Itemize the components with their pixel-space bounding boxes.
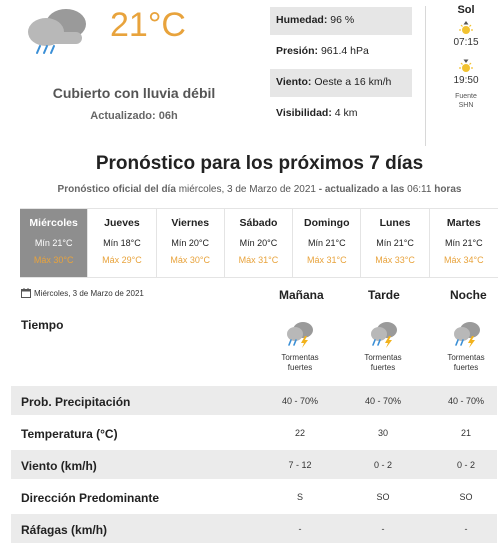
weather-line: Tormentas — [364, 353, 402, 362]
day-min: Mín 20°C — [171, 238, 210, 248]
sun-title: Sol — [457, 4, 475, 16]
weather-line: fuertes — [453, 363, 479, 372]
weather-desc-morning — [265, 353, 335, 373]
direction-night: SO — [459, 492, 473, 502]
tab-sabado[interactable] — [225, 209, 293, 277]
cloud-rain-icon — [24, 4, 90, 56]
metric-label: Presión: — [276, 45, 319, 57]
metric-wind — [270, 69, 412, 97]
day-max: Máx 33°C — [375, 255, 415, 265]
subtitle-suffix: horas — [434, 184, 462, 195]
wind-night: 0 - 2 — [456, 460, 475, 470]
tab-lunes[interactable] — [361, 209, 429, 277]
tab-viernes[interactable] — [157, 209, 225, 277]
metric-label: Viento: — [276, 76, 312, 88]
tab-jueves[interactable] — [88, 209, 156, 277]
metric-value: 96 % — [330, 14, 355, 26]
day-name: Jueves — [104, 217, 140, 229]
metric-pressure — [270, 38, 412, 66]
subtitle-date: miércoles, 3 de Marzo de 2021 — [178, 184, 316, 195]
source-value: SHN — [458, 102, 474, 109]
gusts-morning: - — [298, 524, 302, 534]
day-min: Mín 21°C — [307, 238, 346, 248]
thunderstorm-rain-icon — [452, 320, 482, 348]
detail-date — [21, 288, 144, 298]
current-temperature: 21°C — [110, 6, 186, 44]
sun-panel — [434, 4, 498, 110]
row-label-gusts: Ráfagas (km/h) — [21, 523, 108, 537]
tiempo-label: Tiempo — [21, 318, 64, 332]
tab-martes[interactable] — [430, 209, 498, 277]
sunrise-icon — [458, 20, 474, 36]
day-max: Máx 31°C — [238, 255, 279, 265]
gusts-night: - — [464, 524, 468, 534]
metric-label: Visibilidad: — [276, 107, 332, 119]
sunset-time: 19:50 — [453, 75, 479, 86]
direction-morning: S — [296, 492, 303, 502]
weather-desc-night — [431, 353, 499, 373]
tab-miercoles[interactable] — [20, 209, 88, 277]
sunrise-time: 07:15 — [453, 37, 479, 48]
gusts-afternoon: - — [381, 524, 385, 534]
wind-morning: 7 - 12 — [288, 460, 312, 470]
subtitle-time: 06:11 — [407, 184, 432, 195]
day-min: Mín 21°C — [445, 238, 483, 248]
tab-domingo[interactable] — [293, 209, 361, 277]
temp-night: 21 — [460, 428, 471, 438]
thunderstorm-rain-icon — [369, 320, 399, 348]
direction-afternoon: SO — [376, 492, 390, 502]
row-label-wind: Viento (km/h) — [21, 459, 97, 473]
day-name: Domingo — [304, 217, 350, 229]
metric-label: Humedad: — [276, 14, 328, 26]
precip-morning: 40 - 70% — [281, 396, 319, 406]
period-night: Noche — [450, 288, 487, 302]
metric-value: Oeste a 16 km/h — [314, 76, 392, 88]
day-min: Mín 21°C — [34, 238, 73, 248]
period-morning: Mañana — [279, 288, 324, 302]
forecast-subtitle — [0, 184, 499, 195]
metric-visibility — [270, 100, 412, 128]
thunderstorm-rain-icon — [285, 320, 315, 348]
row-label-direction: Dirección Predominante — [21, 491, 160, 505]
day-max: Máx 31°C — [306, 255, 347, 265]
day-name: Sábado — [239, 217, 278, 229]
metric-humidity — [270, 7, 412, 35]
precip-afternoon: 40 - 70% — [364, 396, 402, 406]
metric-value: 961.4 hPa — [320, 45, 369, 57]
day-max: Máx 30°C — [33, 255, 74, 265]
subtitle-prefix: Pronóstico oficial del día — [57, 184, 176, 195]
calendar-icon — [21, 288, 31, 298]
temp-afternoon: 30 — [377, 428, 388, 438]
row-label-precip: Prob. Precipitación — [21, 395, 131, 409]
temp-morning: 22 — [294, 428, 305, 438]
source-label: Fuente — [455, 93, 477, 100]
divider — [425, 6, 426, 146]
day-tabs — [20, 208, 498, 278]
metric-value: 4 km — [334, 107, 358, 119]
day-min: Mín 20°C — [239, 238, 278, 248]
current-description: Cubierto con lluvia débil — [52, 85, 216, 101]
row-label-temperature: Temperatura (°C) — [21, 427, 118, 441]
day-max: Máx 30°C — [170, 255, 211, 265]
period-afternoon: Tarde — [368, 288, 400, 302]
day-max: Máx 29°C — [102, 255, 142, 265]
subtitle-middle: - actualizado a las — [318, 184, 405, 195]
weather-line: Tormentas — [281, 353, 319, 362]
weather-desc-afternoon — [348, 353, 418, 373]
day-name: Miércoles — [29, 217, 78, 229]
day-min: Mín 18°C — [103, 238, 141, 248]
detail-date-text: Miércoles, 3 de Marzo de 2021 — [34, 288, 144, 298]
sun-source — [434, 92, 498, 110]
current-updated: Actualizado: 06h — [90, 110, 178, 122]
weather-line: Tormentas — [447, 353, 485, 362]
day-min: Mín 21°C — [376, 238, 414, 248]
forecast-title: Pronóstico para los próximos 7 días — [95, 153, 424, 174]
day-name: Viernes — [171, 217, 210, 229]
wind-afternoon: 0 - 2 — [373, 460, 392, 470]
sunset-icon — [458, 58, 474, 74]
day-name: Martes — [446, 217, 481, 229]
current-metrics — [270, 7, 412, 131]
weather-line: fuertes — [287, 363, 313, 372]
precip-night: 40 - 70% — [447, 396, 485, 406]
day-max: Máx 34°C — [444, 255, 484, 265]
day-name: Lunes — [379, 217, 411, 229]
weather-line: fuertes — [370, 363, 396, 372]
